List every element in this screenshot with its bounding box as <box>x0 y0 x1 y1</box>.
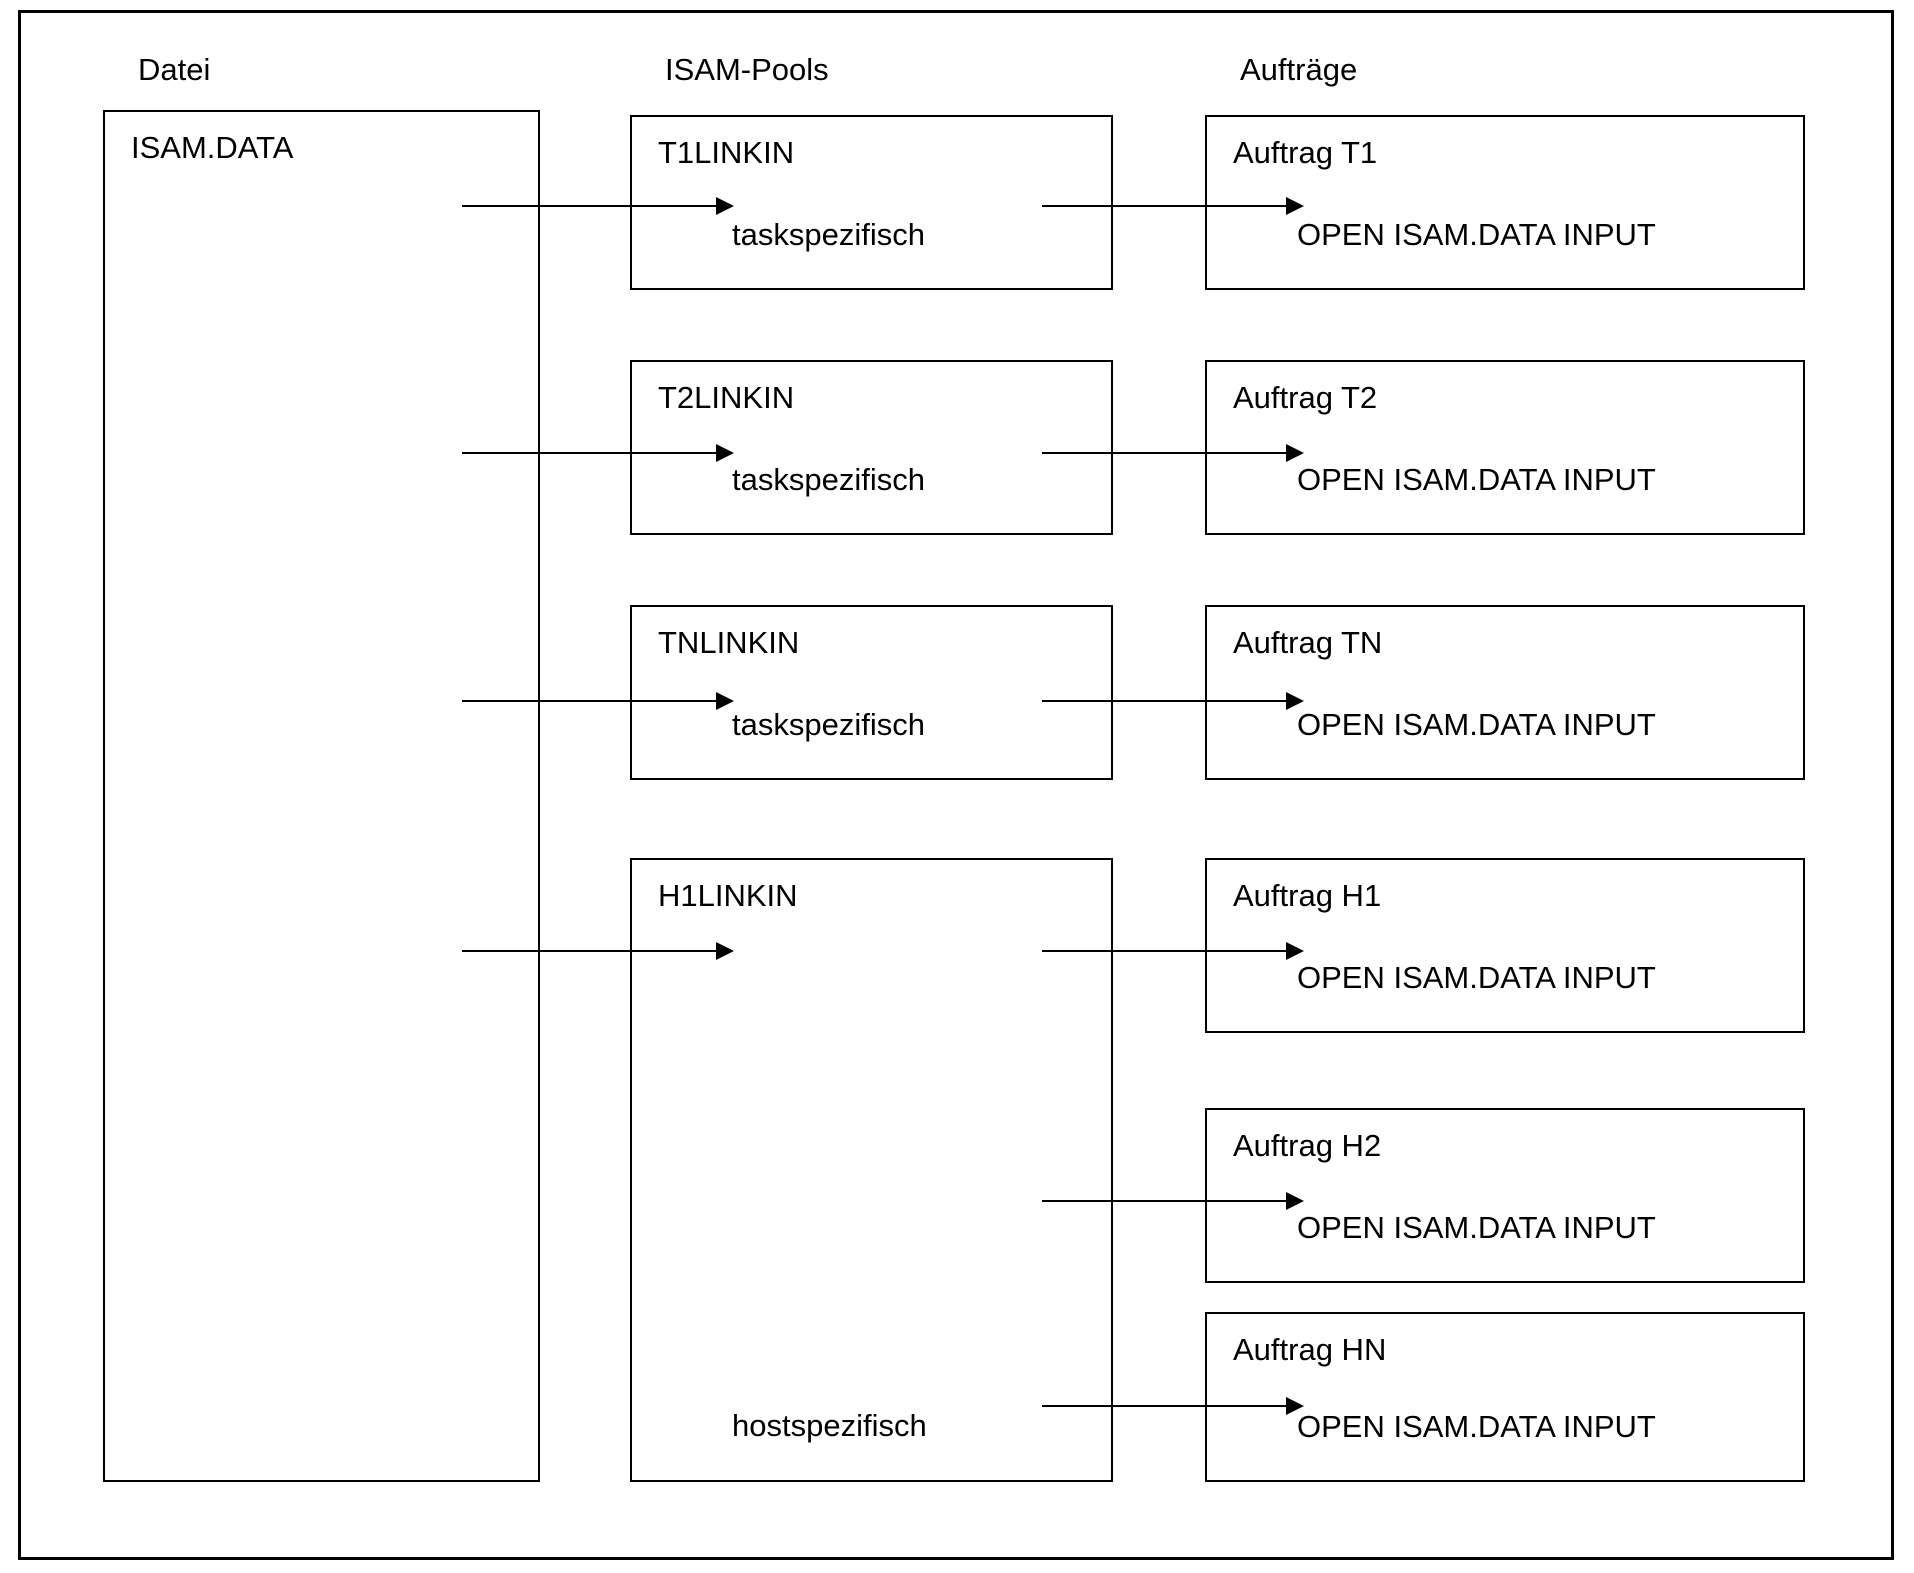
column-heading-auftraege: Aufträge <box>1240 52 1358 87</box>
arrow-h1linkin-to-auftrag-hn-head <box>1286 1397 1304 1415</box>
column-heading-isam-pools: ISAM-Pools <box>665 52 829 87</box>
arrow-h1linkin-to-auftrag-h1-head <box>1286 942 1304 960</box>
pool-title-h1linkin: H1LINKIN <box>658 878 798 913</box>
pool-subtitle-tnlinkin: taskspezifisch <box>732 707 925 742</box>
arrow-h1linkin-to-auftrag-h1-line <box>1042 950 1292 952</box>
pool-box-t2linkin <box>630 360 1113 535</box>
pool-subtitle-t2linkin: taskspezifisch <box>732 462 925 497</box>
arrow-file-to-t2linkin-line <box>462 452 722 454</box>
arrow-h1linkin-to-auftrag-hn-line <box>1042 1405 1292 1407</box>
arrow-tnlinkin-to-auftrag-tn-head <box>1286 692 1304 710</box>
arrow-t1linkin-to-auftrag-t1-head <box>1286 197 1304 215</box>
job-title-auftrag-tn: Auftrag TN <box>1233 625 1383 660</box>
file-box-title: ISAM.DATA <box>131 130 294 165</box>
arrow-t2linkin-to-auftrag-t2-line <box>1042 452 1292 454</box>
arrow-h1linkin-to-auftrag-h2-line <box>1042 1200 1292 1202</box>
job-statement-auftrag-hn: OPEN ISAM.DATA INPUT <box>1297 1409 1656 1444</box>
job-statement-auftrag-h2: OPEN ISAM.DATA INPUT <box>1297 1210 1656 1245</box>
pool-box-tnlinkin <box>630 605 1113 780</box>
job-title-auftrag-hn: Auftrag HN <box>1233 1332 1387 1367</box>
arrow-tnlinkin-to-auftrag-tn-line <box>1042 700 1292 702</box>
arrow-file-to-t1linkin-line <box>462 205 722 207</box>
job-statement-auftrag-t1: OPEN ISAM.DATA INPUT <box>1297 217 1656 252</box>
file-box <box>103 110 540 1482</box>
pool-box-t1linkin <box>630 115 1113 290</box>
job-statement-auftrag-h1: OPEN ISAM.DATA INPUT <box>1297 960 1656 995</box>
job-statement-auftrag-tn: OPEN ISAM.DATA INPUT <box>1297 707 1656 742</box>
job-title-auftrag-t1: Auftrag T1 <box>1233 135 1378 170</box>
pool-subtitle-h1linkin: hostspezifisch <box>732 1408 927 1443</box>
pool-subtitle-t1linkin: taskspezifisch <box>732 217 925 252</box>
job-title-auftrag-h1: Auftrag H1 <box>1233 878 1382 913</box>
pool-title-t2linkin: T2LINKIN <box>658 380 795 415</box>
arrow-file-to-t2linkin-head <box>716 444 734 462</box>
job-statement-auftrag-t2: OPEN ISAM.DATA INPUT <box>1297 462 1656 497</box>
arrow-t2linkin-to-auftrag-t2-head <box>1286 444 1304 462</box>
job-title-auftrag-t2: Auftrag T2 <box>1233 380 1378 415</box>
arrow-file-to-tnlinkin-line <box>462 700 722 702</box>
arrow-file-to-tnlinkin-head <box>716 692 734 710</box>
arrow-t1linkin-to-auftrag-t1-line <box>1042 205 1292 207</box>
arrow-h1linkin-to-auftrag-h2-head <box>1286 1192 1304 1210</box>
pool-title-t1linkin: T1LINKIN <box>658 135 795 170</box>
column-heading-datei: Datei <box>138 52 211 87</box>
arrow-file-to-t1linkin-head <box>716 197 734 215</box>
arrow-file-to-h1linkin-head <box>716 942 734 960</box>
job-title-auftrag-h2: Auftrag H2 <box>1233 1128 1382 1163</box>
arrow-file-to-h1linkin-line <box>462 950 722 952</box>
pool-title-tnlinkin: TNLINKIN <box>658 625 800 660</box>
